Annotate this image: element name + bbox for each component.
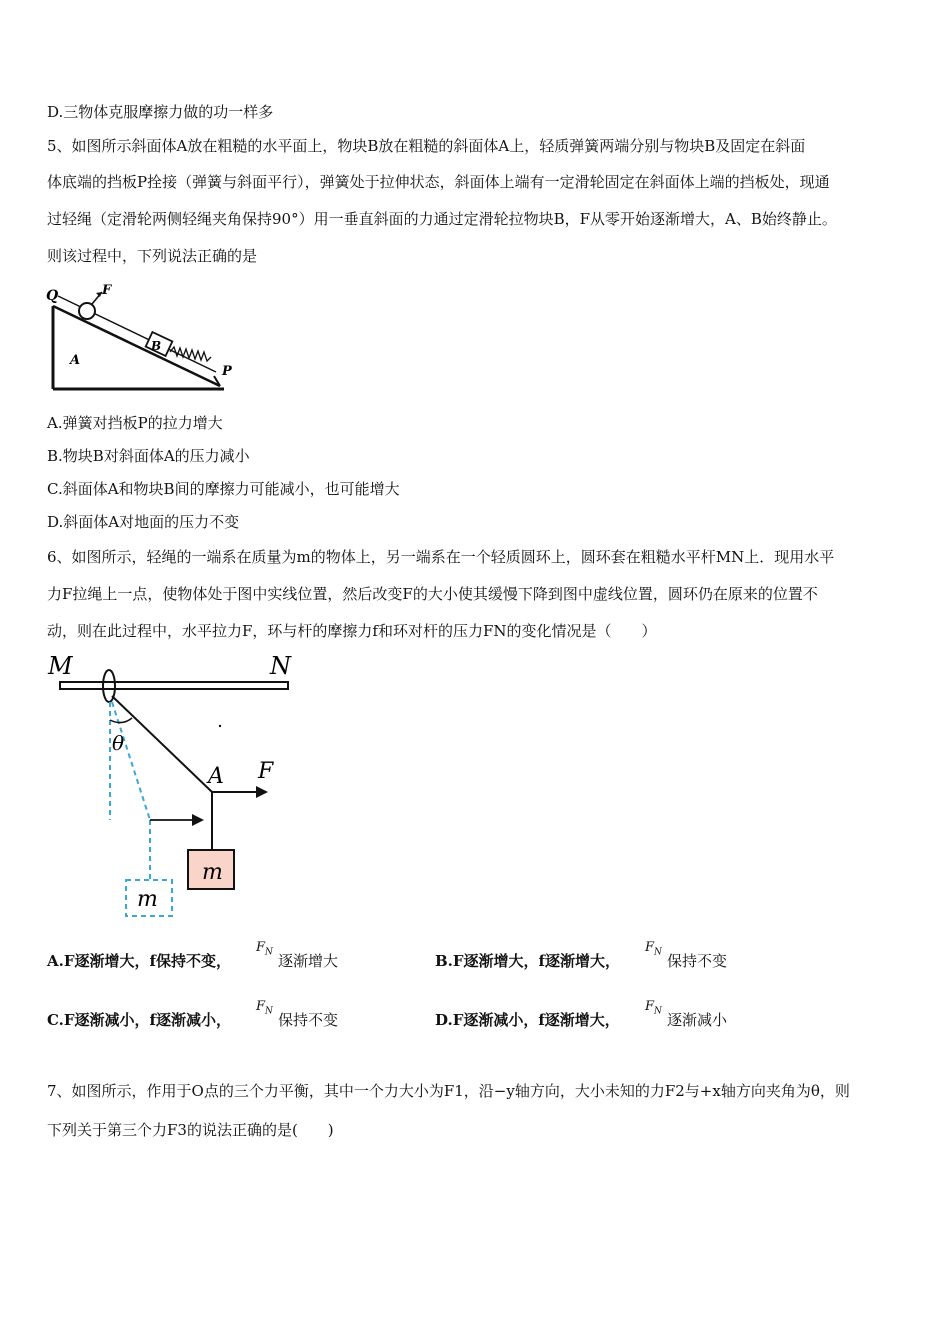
q5-option-c: C.斜面体A和物块B间的摩擦力可能减小，也可能增大 xyxy=(47,480,400,498)
q6-label-mass-dashed: m xyxy=(137,887,158,912)
q6-label-n-rod: N xyxy=(270,652,291,680)
q7-line-2: 下列关于第三个力F3的说法正确的是( ) xyxy=(47,1121,334,1139)
q6-label-f: F xyxy=(258,759,274,784)
q5-label-f: F xyxy=(102,283,112,298)
q5-incline-figure xyxy=(44,282,244,397)
q5-line-1: 5、如图所示斜面体A放在粗糙的水平面上，物块B放在粗糙的斜面体A上，轻质弹簧两端分别与物块B及固定在斜面 xyxy=(47,137,806,155)
q4-option-d: D.三物体克服摩擦力做的功一样多 xyxy=(47,103,274,121)
q6-label-theta: θ xyxy=(112,731,125,755)
q6-line-3: 动，则在此过程中，水平拉力F，环与杆的摩擦力f和环对杆的压力FN的变化情况是（ ） xyxy=(47,622,657,640)
q6-label-a: A xyxy=(208,764,224,789)
q5-option-a: A.弹簧对挡板P的拉力增大 xyxy=(47,414,223,432)
q6-line-2: 力F拉绳上一点，使物体处于图中实线位置，然后改变F的大小使其缓慢下降到图中虚线位置，圆环仍在原来的位置不 xyxy=(47,585,818,603)
q5-line-4: 则该过程中，下列说法正确的是 xyxy=(47,247,258,265)
q6-label-mass: m xyxy=(202,860,223,885)
q5-label-b: B xyxy=(151,339,162,353)
q5-line-3: 过轻绳（定滑轮两侧轻绳夹角保持90°）用一垂直斜面的力通过定滑轮拉物块B，F从零开始逐渐增大，A、B始终静止。 xyxy=(47,210,837,228)
q5-line-2: 体底端的挡板P拴接（弹簧与斜面平行），弹簧处于拉伸状态，斜面体上端有一定滑轮固定在斜面体上端的挡板处，现通 xyxy=(47,173,830,191)
q6-line-1: 6、如图所示，轻绳的一端系在质量为m的物体上，另一端系在一个轻质圆环上，圆环套在粗糙水平杆MN上．现用水平 xyxy=(47,548,835,566)
q5-label-p: P xyxy=(222,364,232,379)
q5-option-d: D.斜面体A对地面的压力不变 xyxy=(47,513,240,531)
q5-label-q: Q xyxy=(46,288,59,304)
q5-option-b: B.物块B对斜面体A的压力减小 xyxy=(47,447,250,465)
q6-ring-rod-figure xyxy=(40,650,320,925)
q6-label-m-rod: M xyxy=(48,652,73,680)
q7-line-1: 7、如图所示，作用于O点的三个力平衡，其中一个力大小为F1，沿−y轴方向，大小未知的力F2与+x轴方向夹角为θ，则 xyxy=(47,1082,850,1100)
q5-label-a: A xyxy=(70,353,81,368)
